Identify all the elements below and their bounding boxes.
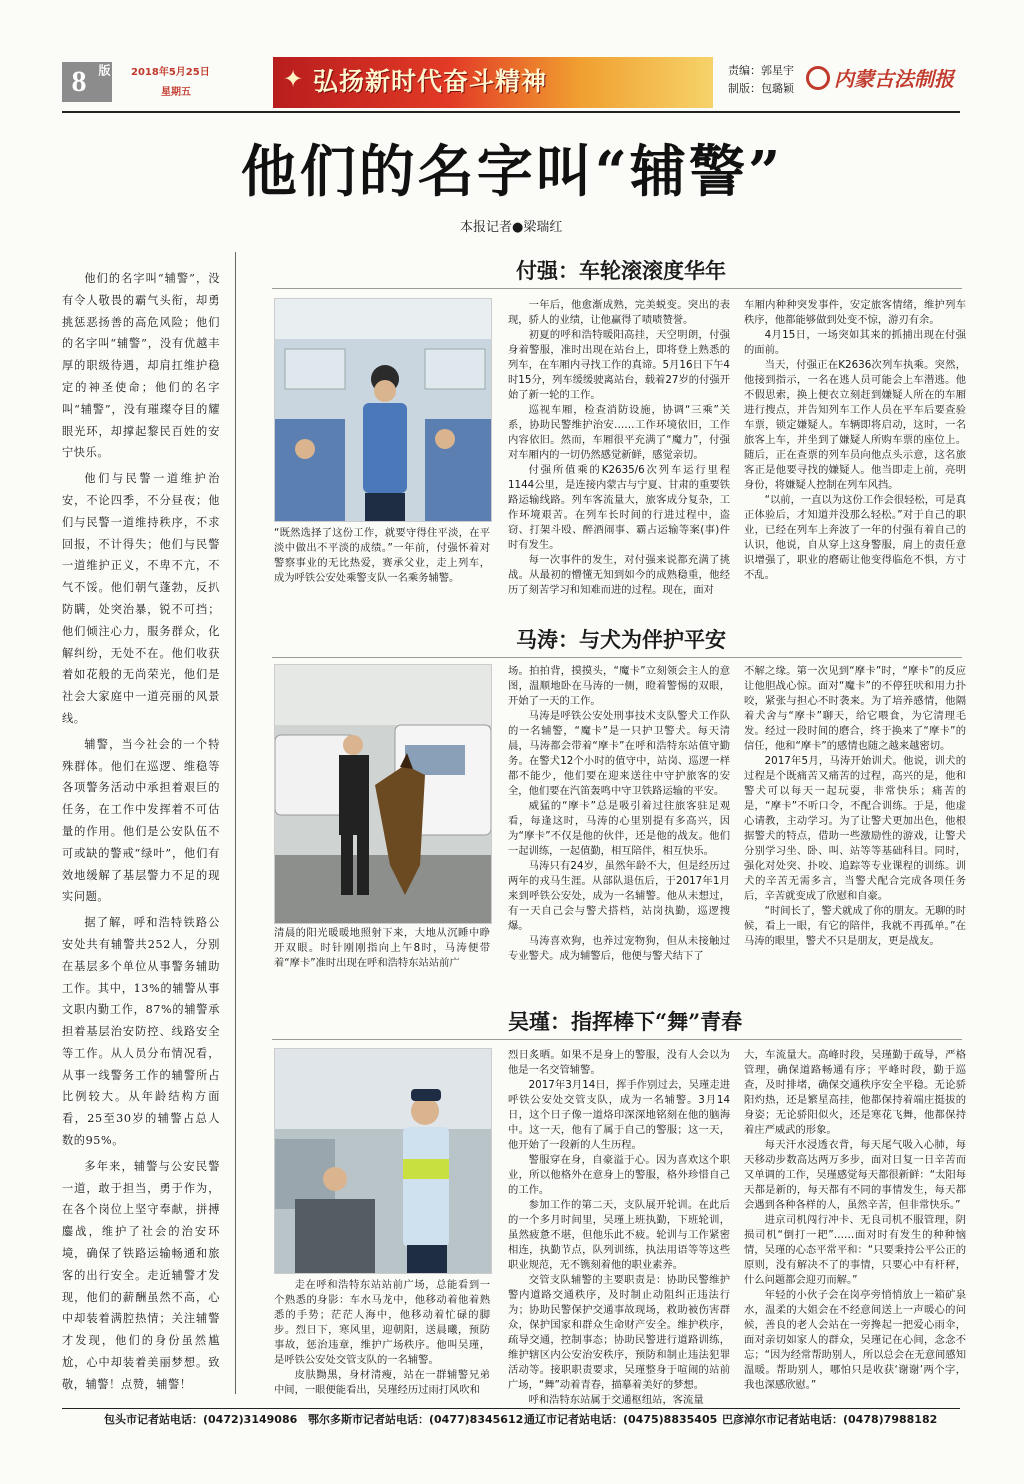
intro-paragraph: 辅警，当今社会的一个特殊群体。他们在巡逻、维稳等各项警务活动中承担着艰巨的任务，在工作中发挥着不可估量的作用。他们是公安队伍不可或缺的警戒“绿叶”，他们有效地缓解了基层警力不足的现实问题。 [62,737,220,904]
paragraph: 每天汗水浸透衣背，每天尾气吸入心肺，每天移动步数高达两万多步，面对日复一日辛苦而又单调的工作，吴瑾感觉每天都很新鲜：“太阳每天都是新的，每天都有不同的事情发生，每天都会遇到各种各样的人，虽然辛苦，但非常快乐。” [744,1139,966,1211]
photo-caption [274,1278,490,1398]
section-heading-fuqiang: 付强：车轮滚滚度华年 [516,258,726,283]
photo-traffic-officer [274,1048,492,1274]
footer-contact: 包头市记者站电话：(0472)3149086 [104,1413,298,1426]
banner-slogan: 弘扬新时代奋斗精神 [313,67,548,96]
article-title: 他们的名字叫“辅警” [240,139,784,205]
paragraph: 呼和浩特东站属于交通枢纽站，客流量 [528,1394,704,1406]
producer-text: 制版：包璐颖 [728,82,794,95]
paragraph: 马涛喜欢狗，也养过宠物狗，但从未接触过专业警犬。成为辅警后，他便与警犬结下了 [508,935,730,962]
caption-tail-text: 皮肤黝黑，身材清瘦，站在一群辅警兄弟中间，一眼便能看出，吴瑾经历过雨打风吹和 [274,1369,490,1396]
traffic-officer-illustration [275,1049,491,1273]
caption-text: 走在呼和浩特东站站前广场，总能看到一个熟悉的身影：车水马龙中，他移动着他着熟悉的手势；茫茫人海中，他移动着忙碌的脚步。烈日下，寒风里，迎朝阳，送晨曦，预防事故，惩治违章，维护广场秩序。他叫吴瑾，是呼铁公安处交管支队的一名辅警。 [274,1279,490,1366]
section-heading-wujin: 吴瑾：指挥棒下“舞”青春 [508,1009,743,1034]
section-rule [272,288,962,289]
weekday-text: 星期五 [161,87,191,98]
paragraph: 大，车流量大。高峰时段，吴瑾勤于疏导，严格管理，确保道路畅通有序；平峰时段，勤于巡查，及时排堵，确保交通秩序安全平稳。无论骄阳灼热，还是繁星高挂，他都保持着端庄挺拔的身姿；无论骄阳似火，还是寒花飞舞，他都保持着庄严威武的形象。 [744,1049,966,1136]
page-header [0,0,1024,112]
paragraph: 一年后，他愈渐成熟，完美蜕变。突出的表现，骄人的业绩，让他赢得了啧啧赞誉。 [508,299,730,326]
footer-contact: 通辽市记者站电话：(0475)8835405 [524,1413,718,1426]
editor-credits [728,62,794,98]
paragraph: 车厢内种种突发事件，安定旅客情绪，维护列车秩序，他都能够做到处变不惊，游刃有余。 [744,299,966,326]
photo-train-officer [274,298,492,522]
paragraph: 烈日炙晒。如果不是身上的警服，没有人会以为他是一名交管辅警。 [508,1049,730,1076]
intro-paragraph: 多年来，辅警与公安民警一道，敢于担当，勇于作为，在各个岗位上坚守奉献，拼搏鏖战，维护了社会的治安环境，确保了铁路运输畅通和旅客的出行安全。走近辅警才发现，他们的薪酬虽然不高，心中却装着满腔热情；关注辅警才发现，他们的身份虽然尴尬，心中却装着美丽梦想。致敬，辅警！点赞，辅警！ [62,1159,220,1391]
paragraph: 场。拍拍背，摸摸头，“魔卡”立刻领会主人的意图，温顺地卧在马涛的一侧，瞪着警惕的双眼，开始了一天的工作。 [508,665,730,707]
paragraph: 参加工作的第二天，支队展开轮训。在此后的一个多月时间里，吴瑾上班执勤，下班轮训，虽然疲惫不堪，但他乐此不疲。轮训与工作紧密相连，执勤节点，队列训练，执法用语等等这些职业规范，无不镌刻着他的职业素养。 [508,1199,730,1271]
paragraph: 2017年5月，马涛开始训犬。他说，训犬的过程是个既痛苦又痛苦的过程，高兴的是，他和警犬可以每天一起玩耍，非常快乐；痛苦的是，“摩卡”不听口令，不配合训练。于是，他虚心请教，主动学习。为了让警犬更加出色，他根据警犬的特点，借助一些激励性的游戏，让警犬分别学习坐、卧、叫、站等等基础科目。同时，强化对处突、扑咬、追踪等专业课程的训练。训犬的辛苦无需多言，当警犬配合完成各项任务后，辛苦就变成了欣慰和自豪。 [744,755,966,902]
paragraph: 马涛是呼铁公安处刑事技术支队警犬工作队的一名辅警，“魔卡”是一只护卫警犬。每天清晨，马涛都会带着“摩卡”在呼和浩特东站值守勤务。在警犬12个小时的值守中，站岗、巡逻一样都不能少，他们要在迎来送往中守护旅客的安全，他们要在汽笛轰鸣中守卫铁路运输的平安。 [508,710,730,797]
paragraph: 付强所值乘的K2635/6次列车运行里程1144公里，是连接内蒙古与宁夏、甘肃的重要铁路运输线路。列车客流量大，旅客成分复杂，工作环境艰苦。在列车长时间的行进过程中，盗窃、打架斗殴、醉酒闹事、霸占运输等案(事)件时有发生。 [508,464,730,551]
byline: 本报记者●梁瑞红 [460,220,563,235]
section-rule [272,1039,962,1040]
page-suffix: 版 [97,64,111,76]
intro-paragraph: 据了解，呼和浩特铁路公安处共有辅警共252人，分别在基层多个单位从事警务辅助工作。其中，13%的辅警从事文职内勤工作，87%的辅警承担着基层治安防控、线路安全等工作。从人员分布情况看，从事一线警务工作的辅警所占比例较大。从年龄结构方面看，25至30岁的辅警占总人数的95%。 [62,916,220,1148]
logo-emblem-icon [806,66,830,90]
paragraph: 不解之缘。第一次见到“摩卡”时，“摩卡”的反应让他胆战心惊。面对“魔卡”的不停狂吠和用力扑咬，紧张与担心不时袭来。为了培养感情，他隔着犬舍与“摩卡”聊天，给它喂食，为它清理毛发。经过一段时间的磨合，终于换来了“摩卡”的信任，他和“摩卡”的感情也随之越来越密切。 [744,665,966,752]
date-text: 2018年5月25日 [131,67,210,78]
paragraph: “以前，一直以为这份工作会很轻松，可是真正体验后，才知道并没那么轻松。”对于自己的职业，已经在列车上奔波了一年的付强有着自己的认识，他说，自从穿上这身警服，肩上的责任意识增强了，职业的磨砺让他变得临危不惧，方寸不乱。 [744,494,966,581]
photo-caption: 清晨的阳光暖暖地照射下来，大地从沉睡中睁开双眼。时针刚刚指向上午8时，马涛便带着“摩卡”准时出现在呼和浩特东站站前广 [274,927,490,969]
page-number: 8 [71,65,87,98]
paragraph: 2017年3月14日，挥手作别过去，吴瑾走进呼铁公安处交管支队，成为一名辅警。3月14日，这个日子像一道烙印深深地铭刻在他的脑海中。这一天，他有了属于自己的警服；这一天，他开始了一段新的人生历程。 [508,1079,730,1151]
article-column [744,298,966,583]
footer-rule [62,1408,960,1409]
header-rule [62,111,960,113]
paragraph: 交管支队辅警的主要职责是：协助民警维护警内道路交通秩序，及时制止动阻纠正违法行为；协助民警保护交通事故现场，救助被伤害群众，保护国家和群众生命财产安全。维护秩序，疏导交通，控制事态；协助民警进行道路训练，维护辖区内公安治安秩序，预防和制止违法犯罪活动等。接职职责要求，吴瑾整身于喧闹的站前广场，“舞”动着青春，描摹着美好的梦想。 [508,1274,730,1391]
paragraph: 进京司机闯行冲卡、无良司机不服管理，阴损司机“倒打一耙”……面对时有发生的种种恼情，吴瑾的心态平常平和：“只要秉持公平公正的原则，没有解决不了的事情，只要心中有杆秤，什么问题都会迎刃而解。” [744,1214,966,1286]
police-dog-illustration [275,665,491,923]
paragraph: 当天，付强正在K2636次列车执乘。突然，他接到指示，一名在逃人员可能会上车潜逃。他不假思索，换上便衣立刻赶到嫌疑人所在的车厢进行搜点，并告知列车工作人员在平车后要查验车票，锁定嫌疑人。车辆即将启动，这时，一名旅客上车，并坐到了嫌疑人所购车票的座位上。随后，正在查票的列车员向他点头示意，这名旅客正是他要寻找的嫌疑人。他当即走上前，亮明身份，将嫌疑人控制在列车风挡。 [744,359,966,491]
intro-paragraph: 他们的名字叫“辅警”，没有令人敬畏的霸气头衔，却勇挑惩恶扬善的高危风险；他们的名字叫“辅警”，没有优越丰厚的职级待遇，却肩扛维护稳定的神圣使命；他们的名字叫“辅警”，没有璀璨夺目的耀眼光环，却撑起黎民百姓的安宁快乐。 [62,272,220,460]
footer-contact: 鄂尔多斯市记者站电话：(0477)8345612 [308,1413,524,1426]
article-column [508,664,730,964]
article-column [744,1048,966,1393]
paragraph: 4月15日，一场突如其来的抓捕出现在付强的面前。 [744,329,966,356]
paper-logo [806,62,956,96]
paragraph: 巡视车厢，检查消防设施，协调“三乘”关系，协助民警维护治安……工作环境依旧，工作内容依旧。然而，车厢很平充满了“魔力”，付强对车厢内的一切仍然感觉新鲜，感觉亲切。 [508,404,730,461]
slogan-banner [273,57,713,108]
photo-caption: “既然选择了这份工作，就要守得住平淡，在平淡中做出不平淡的成绩。”一年前，付强怀着对警察事业的无比热爱，赛承父业，走上列车，成为呼铁公安处乘警支队一名乘务辅警。 [274,527,490,584]
paper-name: 内蒙古法制报 [834,67,954,91]
paragraph: 警服穿在身，自豪溢于心。因为喜欢这个职业，所以他格外在意身上的警服，格外珍惜自己的工作。 [508,1154,730,1196]
paragraph: 每一次事件的发生，对付强来说都充满了挑战。从最初的懵懂无知到如今的成熟稳重，他经历了刻苦学习和知难而进的过程。现在，面对 [508,554,730,596]
article-column [744,664,966,949]
paragraph: 威猛的“摩卡”总是吸引着过往旅客驻足观看，每逢这时，马涛的心里别提有多高兴，因为“摩卡”不仅是他的伙伴，还是他的战友。他们一起训练，一起值勤，相互陪伴，相互快乐。 [508,800,730,857]
article-column [508,1048,730,1408]
issue-date [131,66,261,100]
section-rule [272,657,962,658]
train-interior-illustration [275,299,491,521]
article-column [508,298,730,598]
column-divider [235,252,236,1394]
paragraph: 马涛只有24岁，虽然年龄不大，但是经历过两年的戎马生涯。从部队退伍后，于2017年1月来到呼铁公安处，成为一名辅警。他从未想过，有一天自己会与警犬搭档，站岗执勤，巡逻搜爆。 [508,860,730,932]
paragraph: 年轻的小伙子会在岗亭旁悄悄放上一箱矿泉水，温柔的大姐会在不经意间送上一声暖心的问候，善良的老人会站在一旁搀起一把爱心雨伞，面对亲切如家人的群众，吴瑾记在心间，念念不忘；“因为经常帮助别人，所以总会在无意间感知温暖。帮助别人，哪怕只是收获‘谢谢’两个字，我也深感欣慰。” [744,1289,966,1391]
star-icon: ✦ [283,65,304,93]
paragraph: 初夏的呼和浩特暖阳高挂，天空明朗，付强身着警服，准时出现在站台上，即将登上熟悉的列车，在车厢内寻找工作的真谛。5月16日下午4时15分，列车缓缓驶离站台，载着27岁的付强开始了新一轮的工作。 [508,329,730,401]
footer-contact: 巴彦淖尔市记者站电话：(0478)7988182 [722,1413,938,1426]
intro-paragraph: 他们与民警一道维护治安，不论四季，不分昼夜；他们与民警一道维持秩序，不求回报，不计得失；他们与民警一道维护正义，不卑不亢，不气不馁。他们朝气蓬勃，反扒防瞒，处突治暴，锐不可挡；他们倾注心力，服务群众，化解纠纷，无处不在。他们收获着如花般的无尚荣光，他们是社会大家庭中一道亮丽的风景线。 [62,472,220,725]
intro-column [62,268,220,1396]
paragraph: “时间长了，警犬就成了你的朋友。无聊的时候，看上一眼，有它的陪伴，我就不再孤单。”在马涛的眼里，警犬不只是朋友，更是战友。 [744,905,966,947]
editor-text: 责编：郭星宇 [728,64,794,77]
photo-police-dog [274,664,492,924]
section-heading-matao: 马涛：与犬为伴护平安 [516,627,726,652]
